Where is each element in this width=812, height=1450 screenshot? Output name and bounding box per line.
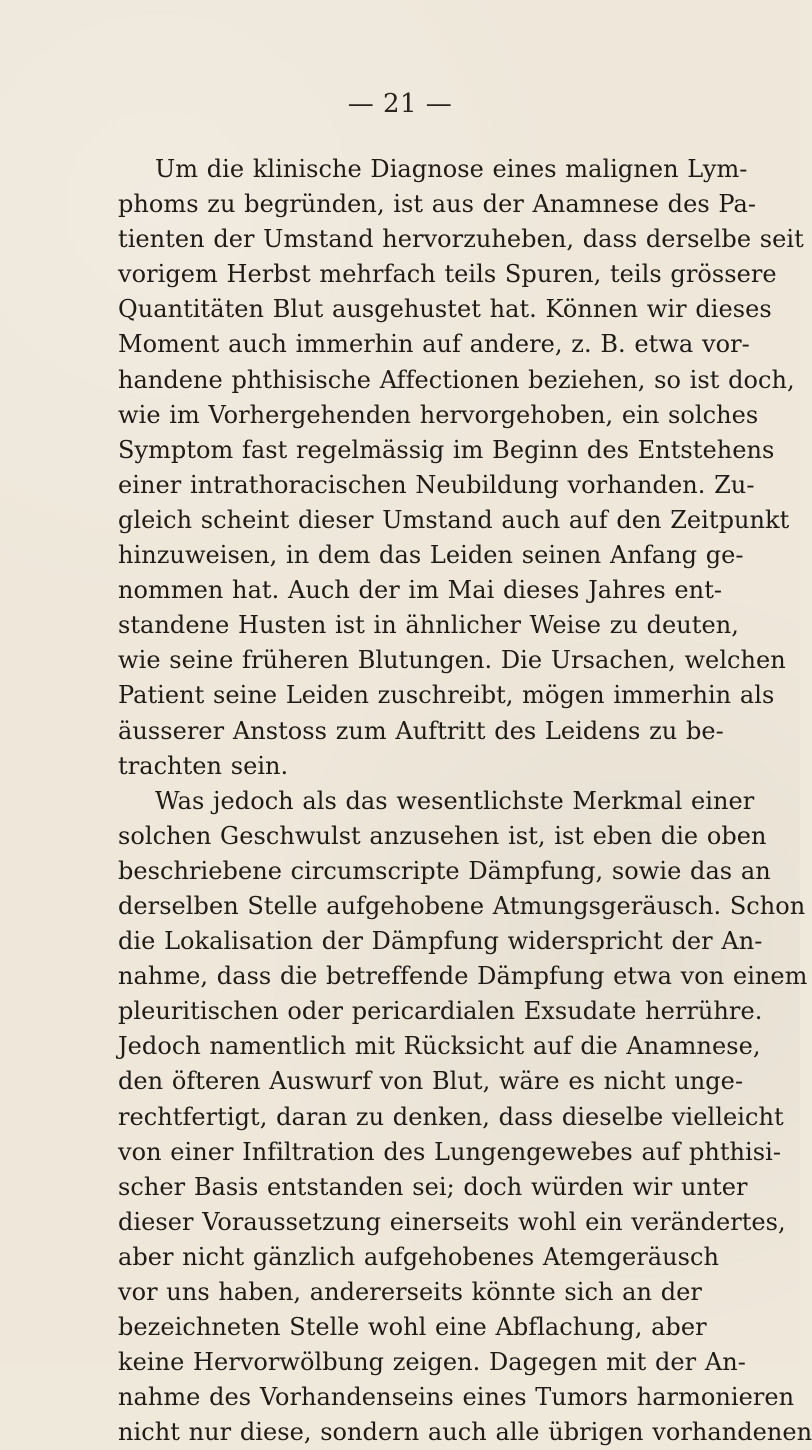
- text-line: nommen hat. Auch der im Mai dieses Jahres ent-: [118, 576, 723, 605]
- text-line: Quantitäten Blut ausgehustet hat. Können wir dieses: [118, 295, 772, 324]
- text-line: Was jedoch als das wesentlichste Merkmal einer: [155, 786, 755, 815]
- text-line: wie seine früheren Blutungen. Die Ursachen, welchen: [118, 646, 786, 675]
- text-line: wie im Vorhergehenden hervorgehoben, ein solches: [118, 400, 759, 429]
- text-line: trachten sein.: [118, 751, 289, 780]
- text-line: Jedoch namentlich mit Rücksicht auf die Anamnese,: [118, 1032, 761, 1061]
- text-line: rechtfertigt, daran zu denken, dass dieselbe vielleicht: [118, 1102, 784, 1131]
- text-line: nahme des Vorhandenseins eines Tumors harmonieren: [118, 1383, 795, 1412]
- text-line: Symptom fast regelmässig im Beginn des Entstehens: [118, 435, 775, 464]
- body-text: [118, 152, 812, 1450]
- text-line: Patient seine Leiden zuschreibt, mögen immerhin als: [118, 681, 775, 710]
- text-line: phoms zu begründen, ist aus der Anamnese des Pa-: [118, 190, 757, 219]
- text-line: nahme, dass die betreffende Dämpfung etwa von einem: [118, 962, 808, 991]
- text-line: keine Hervorwölbung zeigen. Dagegen mit der An-: [118, 1348, 746, 1377]
- text-line: derselben Stelle aufgehobene Atmungsgeräusch. Schon: [118, 891, 806, 920]
- text-line: dieser Voraussetzung einerseits wohl ein verändertes,: [118, 1207, 786, 1236]
- text-line: bezeichneten Stelle wohl eine Abflachung, aber: [118, 1313, 707, 1342]
- text-line: scher Basis entstanden sei; doch würden wir unter: [118, 1172, 748, 1201]
- text-line: nicht nur diese, sondern auch alle übrigen vorhandenen: [118, 1418, 812, 1447]
- page-number: — 21 —: [347, 89, 453, 119]
- text-line: vorigem Herbst mehrfach teils Spuren, teils grössere: [118, 260, 777, 289]
- text-line: solchen Geschwulst anzusehen ist, ist eben die oben: [118, 821, 767, 850]
- text-line: hinzuweisen, in dem das Leiden seinen Anfang ge-: [118, 541, 744, 570]
- text-line: äusserer Anstoss zum Auftritt des Leidens zu be-: [118, 716, 724, 745]
- text-line: tienten der Umstand hervorzuheben, dass derselbe seit: [118, 225, 804, 254]
- text-line: gleich scheint dieser Umstand auch auf den Zeitpunkt: [118, 505, 790, 534]
- text-line: pleuritischen oder pericardialen Exsudate herrühre.: [118, 997, 763, 1026]
- text-line: Moment auch immerhin auf andere, z. B. etwa vor-: [118, 330, 750, 359]
- text-line: standene Husten ist in ähnlicher Weise zu deuten,: [118, 611, 739, 640]
- text-line: beschriebene circumscripte Dämpfung, sowie das an: [118, 856, 771, 885]
- text-line: handene phthisische Affectionen beziehen, so ist doch,: [118, 365, 795, 394]
- text-line: die Lokalisation der Dämpfung widerspricht der An-: [118, 927, 763, 956]
- text-line: von einer Infiltration des Lungengewebes auf phthisi-: [118, 1137, 782, 1166]
- text-line: vor uns haben, andererseits könnte sich an der: [118, 1278, 702, 1306]
- text-line: aber nicht gänzlich aufgehobenes Atemgeräusch: [118, 1242, 720, 1271]
- text-line: den öfteren Auswurf von Blut, wäre es nicht unge-: [118, 1067, 744, 1096]
- text-line: Um die klinische Diagnose eines malignen Lym-: [155, 155, 748, 183]
- text-line: einer intrathoracischen Neubildung vorhanden. Zu-: [118, 470, 755, 499]
